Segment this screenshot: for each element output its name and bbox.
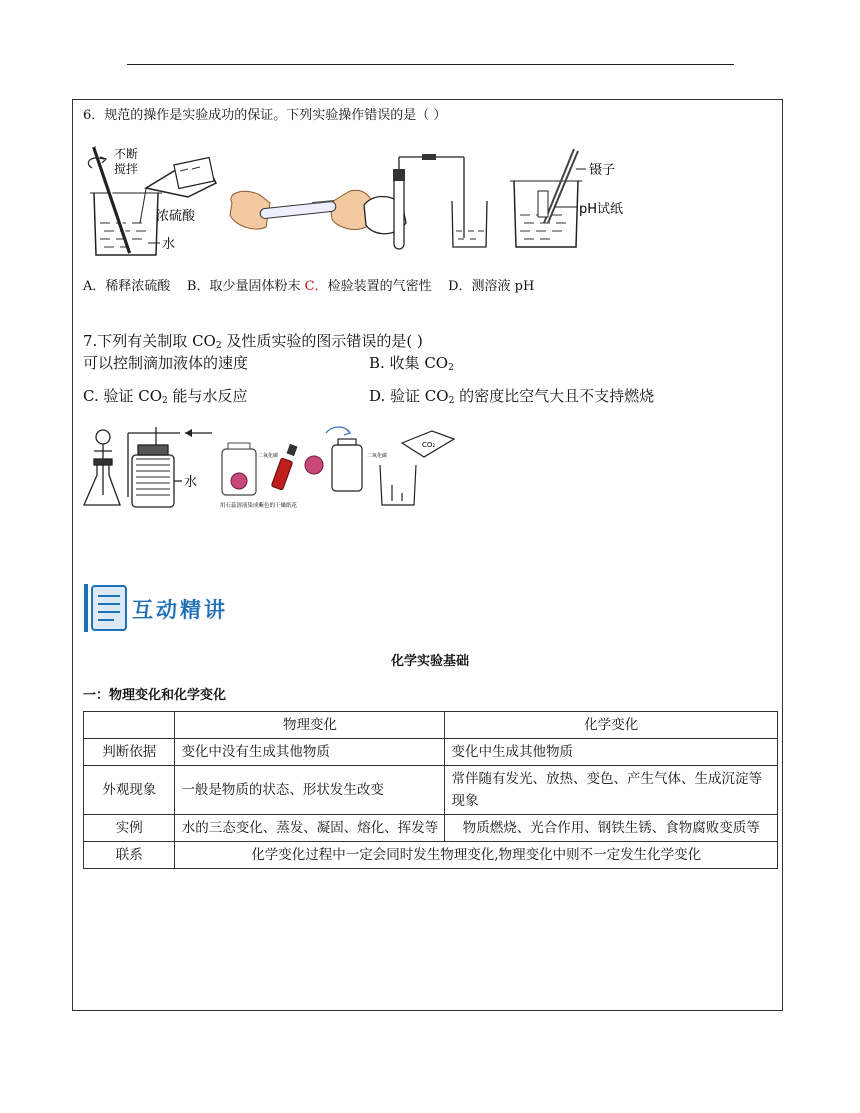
label-stir-2: 搅拌 [114,162,139,176]
table-row [84,815,778,842]
figure-b-hands-test-tube [230,190,373,229]
question-7-option-a: 可以控制滴加液体的速度 [83,354,249,372]
row-link-text: 化学变化过程中一定会同时发生物理变化,物理变化中则不一定发生化学变化 [175,842,778,869]
row-chemical: 常伴随有发光、放热、变色、产生气体、生成沉淀等现象 [445,766,778,815]
label-acid: 浓硫酸 [156,209,196,224]
row-label: 联系 [84,842,175,869]
table-row [84,739,778,766]
figure-7c-jar-flower [222,443,323,495]
row-label: 实例 [84,815,175,842]
label-co2-gas-1: 二氧化碳 [258,453,279,459]
row-physical: 一般是物质的状态、形状发生改变 [175,766,445,815]
question-7-option-b: B. 收集 $CO_2$ [369,354,454,373]
row-chemical: 物质燃烧、光合作用、钢铁生锈、食物腐败变质等 [445,815,778,842]
label-co2-box: CO₂ [422,441,436,449]
option-c-letter: C． [304,279,328,294]
table-row [84,842,778,869]
option-d: D．测溶液 pH [448,279,535,294]
question-7-figure [80,425,480,515]
option-b: B．取少量固体粉末 [186,279,301,294]
header-physical: 物理变化 [175,712,445,739]
interactive-lecture-banner [84,582,244,634]
question-6-stem: 6．规范的操作是实验成功的保证。下列实验操作错误的是（ ） [83,108,447,123]
header-empty [84,712,175,739]
option-c-text: 检验装置的气密性 [327,279,432,294]
figure-c-airtight-check [364,154,487,249]
label-flower-caption: 用石蕊溶液染成紫色的干燥纸花 [220,503,298,509]
table-header-row [84,712,778,739]
row-physical: 水的三态变化、蒸发、凝固、熔化、挥发等 [175,815,445,842]
figure-7b-gas-bottle [128,427,182,507]
banner-title: 互动精讲 [132,598,228,622]
table-row [84,766,778,815]
label-ph-paper: pH试纸 [579,202,624,217]
question-7-option-d: D. 验证 $CO_2$ 的密度比空气大且不支持燃烧 [369,387,655,406]
notebook-icon [92,586,126,630]
section-heading: 一：物理变化和化学变化 [83,688,227,703]
label-stir: 不断 [114,147,139,161]
row-label: 判断依据 [84,739,175,766]
label-tweezers: 镊子 [589,163,616,178]
question-7-stem: 7.下列有关制取 $CO_2$ 及性质实验的图示错误的是( ) [83,332,423,351]
figure-7d-candles [326,427,454,505]
figure-a-dilute-acid [88,147,216,255]
comparison-table [83,711,778,869]
figure-d-ph-test [510,149,586,247]
banner-bar-icon [84,584,88,632]
figure-7a-flask [84,430,120,505]
row-chemical: 变化中生成其他物质 [445,739,778,766]
row-physical: 变化中没有生成其他物质 [175,739,445,766]
row-label: 外观现象 [84,766,175,815]
label-water: 水 [162,237,176,252]
question-6-figure [84,143,644,263]
header-chemical: 化学变化 [445,712,778,739]
section-title: 化学实验基础 [390,654,469,669]
label-water-7: 水 [184,475,198,490]
label-co2-gas-2: 二氧化碳 [367,453,388,459]
option-a: A．稀释浓硫酸 [83,279,171,294]
header-rule [127,64,734,65]
question-6-options [83,275,534,294]
question-7-option-c: C. 验证 $CO_2$ 能与水反应 [83,387,248,406]
